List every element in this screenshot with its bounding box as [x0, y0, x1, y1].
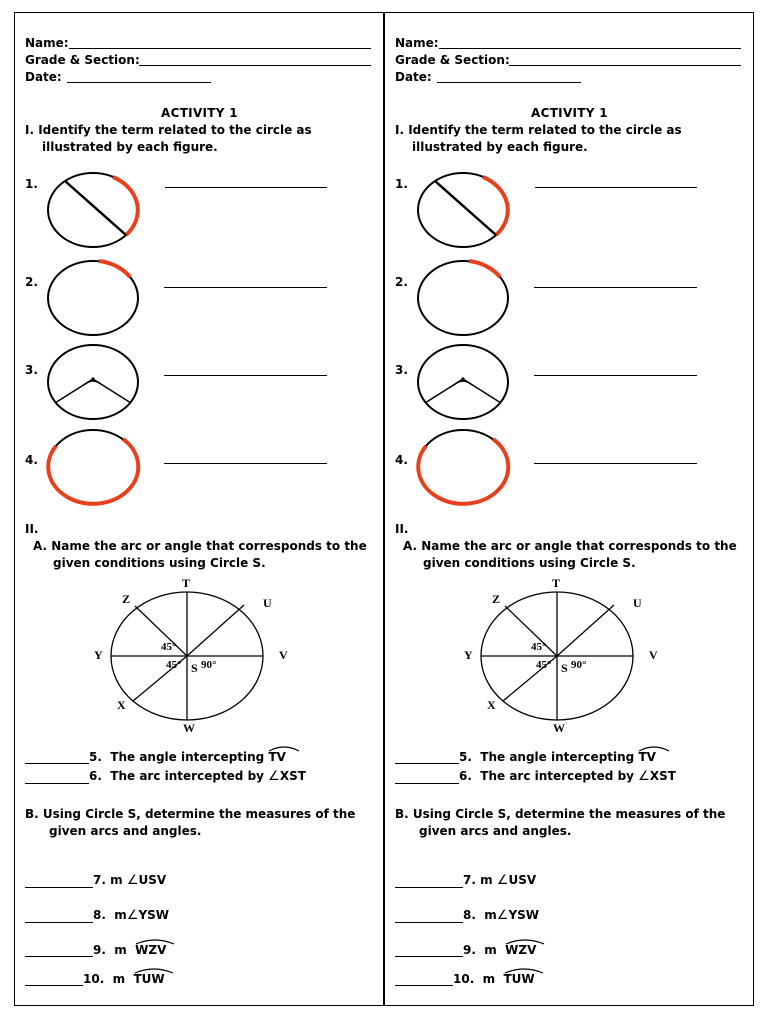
grade-section-field[interactable] — [139, 65, 371, 66]
answer-4-field[interactable] — [164, 463, 327, 464]
circle-diameter-icon — [413, 169, 513, 251]
figure-1-number: 1. — [395, 177, 408, 191]
angle-label-ysx: 45° — [166, 659, 182, 671]
circle-central-angle-icon — [413, 341, 513, 423]
figure-3-number: 3. — [395, 363, 408, 377]
label-s: S — [561, 661, 568, 675]
circle-major-arc-icon — [43, 426, 143, 508]
arc-symbol-icon — [134, 965, 174, 974]
part1-instruction-line1: I. Identify the term related to the circle as — [25, 123, 312, 137]
part2-label: II. — [25, 522, 39, 536]
angle-symbol-icon: ∠ — [126, 873, 139, 888]
figure-2-number: 2. — [395, 275, 408, 289]
question-8: 8. m∠YSW — [25, 908, 169, 923]
date-label: Date: — [395, 70, 432, 84]
arc-tv: TV — [268, 750, 285, 764]
circle-s-diagram — [459, 575, 659, 735]
answer-1-field[interactable] — [165, 187, 327, 188]
partB-instruction-line1: B. Using Circle S, determine the measures of the — [25, 807, 356, 821]
angle-symbol-icon: ∠ — [496, 873, 509, 888]
answer-6-field[interactable] — [25, 771, 89, 784]
answer-9-field[interactable] — [25, 944, 93, 957]
circle-minor-arc-icon — [43, 257, 143, 339]
worksheet-left — [14, 12, 384, 1006]
arc-wzv: WZV — [505, 943, 536, 957]
label-v: V — [649, 648, 658, 662]
partA-instruction-line2: given conditions using Circle S. — [53, 556, 266, 570]
angle-label-vsw: 90° — [571, 659, 587, 671]
figure-1-number: 1. — [25, 177, 38, 191]
label-x: X — [117, 698, 126, 712]
angle-label-ysx: 45° — [536, 659, 552, 671]
label-w: W — [553, 721, 565, 735]
part2-label: II. — [395, 522, 409, 536]
answer-2-field[interactable] — [164, 287, 327, 288]
figure-4-number: 4. — [25, 453, 38, 467]
arc-symbol-icon — [638, 743, 670, 752]
answer-2-field[interactable] — [534, 287, 697, 288]
partB-instruction-line2: given arcs and angles. — [49, 824, 202, 838]
date-field[interactable] — [437, 82, 581, 83]
activity-title: ACTIVITY 1 — [161, 106, 238, 120]
worksheet-right — [384, 12, 754, 1006]
label-v: V — [279, 648, 288, 662]
angle-symbol-icon: ∠ — [638, 769, 650, 784]
name-label: Name: — [395, 36, 439, 50]
answer-8-field[interactable] — [25, 910, 93, 923]
circle-minor-arc-icon — [413, 257, 513, 339]
question-6: 6. The arc intercepted by ∠XST — [25, 769, 306, 784]
partA-instruction-line1: A. Name the arc or angle that corresponds to the — [33, 539, 367, 553]
arc-symbol-icon — [135, 936, 175, 945]
question-5: 5. The angle intercepting TV — [395, 750, 656, 764]
answer-1-field[interactable] — [535, 187, 697, 188]
part1-instruction-line2: illustrated by each figure. — [42, 140, 218, 154]
question-9: 9. m WZV — [395, 943, 536, 957]
grade-section-label: Grade & Section: — [395, 53, 510, 67]
part1-instruction-line2: illustrated by each figure. — [412, 140, 588, 154]
figure-2-number: 2. — [25, 275, 38, 289]
answer-8-field[interactable] — [395, 910, 463, 923]
label-u: U — [263, 596, 272, 610]
partB-instruction-line2: given arcs and angles. — [419, 824, 572, 838]
activity-title: ACTIVITY 1 — [531, 106, 608, 120]
label-y: Y — [94, 648, 103, 662]
arc-symbol-icon — [505, 936, 545, 945]
arc-tuw: TUW — [134, 972, 165, 986]
label-y: Y — [464, 648, 473, 662]
question-6: 6. The arc intercepted by ∠XST — [395, 769, 676, 784]
part1-instruction-line1: I. Identify the term related to the circle as — [395, 123, 682, 137]
answer-5-field[interactable] — [395, 751, 459, 764]
figure-3-number: 3. — [25, 363, 38, 377]
name-field[interactable] — [439, 48, 741, 49]
arc-tv: TV — [638, 750, 655, 764]
angle-label-zsy: 45° — [161, 641, 177, 653]
answer-3-field[interactable] — [164, 375, 327, 376]
answer-3-field[interactable] — [534, 375, 697, 376]
question-10: 10. m TUW — [395, 972, 535, 986]
angle-symbol-icon: ∠ — [126, 908, 139, 923]
arc-wzv: WZV — [135, 943, 166, 957]
label-t: T — [182, 576, 191, 590]
circle-central-angle-icon — [43, 341, 143, 423]
name-label: Name: — [25, 36, 69, 50]
answer-5-field[interactable] — [25, 751, 89, 764]
label-t: T — [552, 576, 561, 590]
figure-4-number: 4. — [395, 453, 408, 467]
label-u: U — [633, 596, 642, 610]
circle-s-diagram — [89, 575, 289, 735]
partA-instruction-line2: given conditions using Circle S. — [423, 556, 636, 570]
answer-6-field[interactable] — [395, 771, 459, 784]
arc-tuw: TUW — [504, 972, 535, 986]
circle-diameter-icon — [43, 169, 143, 251]
question-10: 10. m TUW — [25, 972, 165, 986]
question-7: 7. m ∠USV — [25, 873, 166, 888]
label-x: X — [487, 698, 496, 712]
answer-7-field[interactable] — [395, 875, 463, 888]
label-z: Z — [122, 592, 131, 606]
name-field[interactable] — [69, 48, 371, 49]
partB-instruction-line1: B. Using Circle S, determine the measures of the — [395, 807, 726, 821]
circle-major-arc-icon — [413, 426, 513, 508]
date-label: Date: — [25, 70, 62, 84]
label-s: S — [191, 661, 198, 675]
label-z: Z — [492, 592, 501, 606]
date-field[interactable] — [67, 82, 211, 83]
answer-10-field[interactable] — [395, 973, 453, 986]
arc-symbol-icon — [268, 743, 300, 752]
angle-label-zsy: 45° — [531, 641, 547, 653]
answer-7-field[interactable] — [25, 875, 93, 888]
grade-section-field[interactable] — [509, 65, 741, 66]
grade-section-label: Grade & Section: — [25, 53, 140, 67]
angle-symbol-icon: ∠ — [496, 908, 509, 923]
question-9: 9. m WZV — [25, 943, 166, 957]
question-8: 8. m∠YSW — [395, 908, 539, 923]
angle-label-vsw: 90° — [201, 659, 217, 671]
question-7: 7. m ∠USV — [395, 873, 536, 888]
arc-symbol-icon — [504, 965, 544, 974]
answer-9-field[interactable] — [395, 944, 463, 957]
answer-10-field[interactable] — [25, 973, 83, 986]
question-5: 5. The angle intercepting TV — [25, 750, 286, 764]
partA-instruction-line1: A. Name the arc or angle that corresponds to the — [403, 539, 737, 553]
answer-4-field[interactable] — [534, 463, 697, 464]
angle-symbol-icon: ∠ — [268, 769, 280, 784]
label-w: W — [183, 721, 195, 735]
